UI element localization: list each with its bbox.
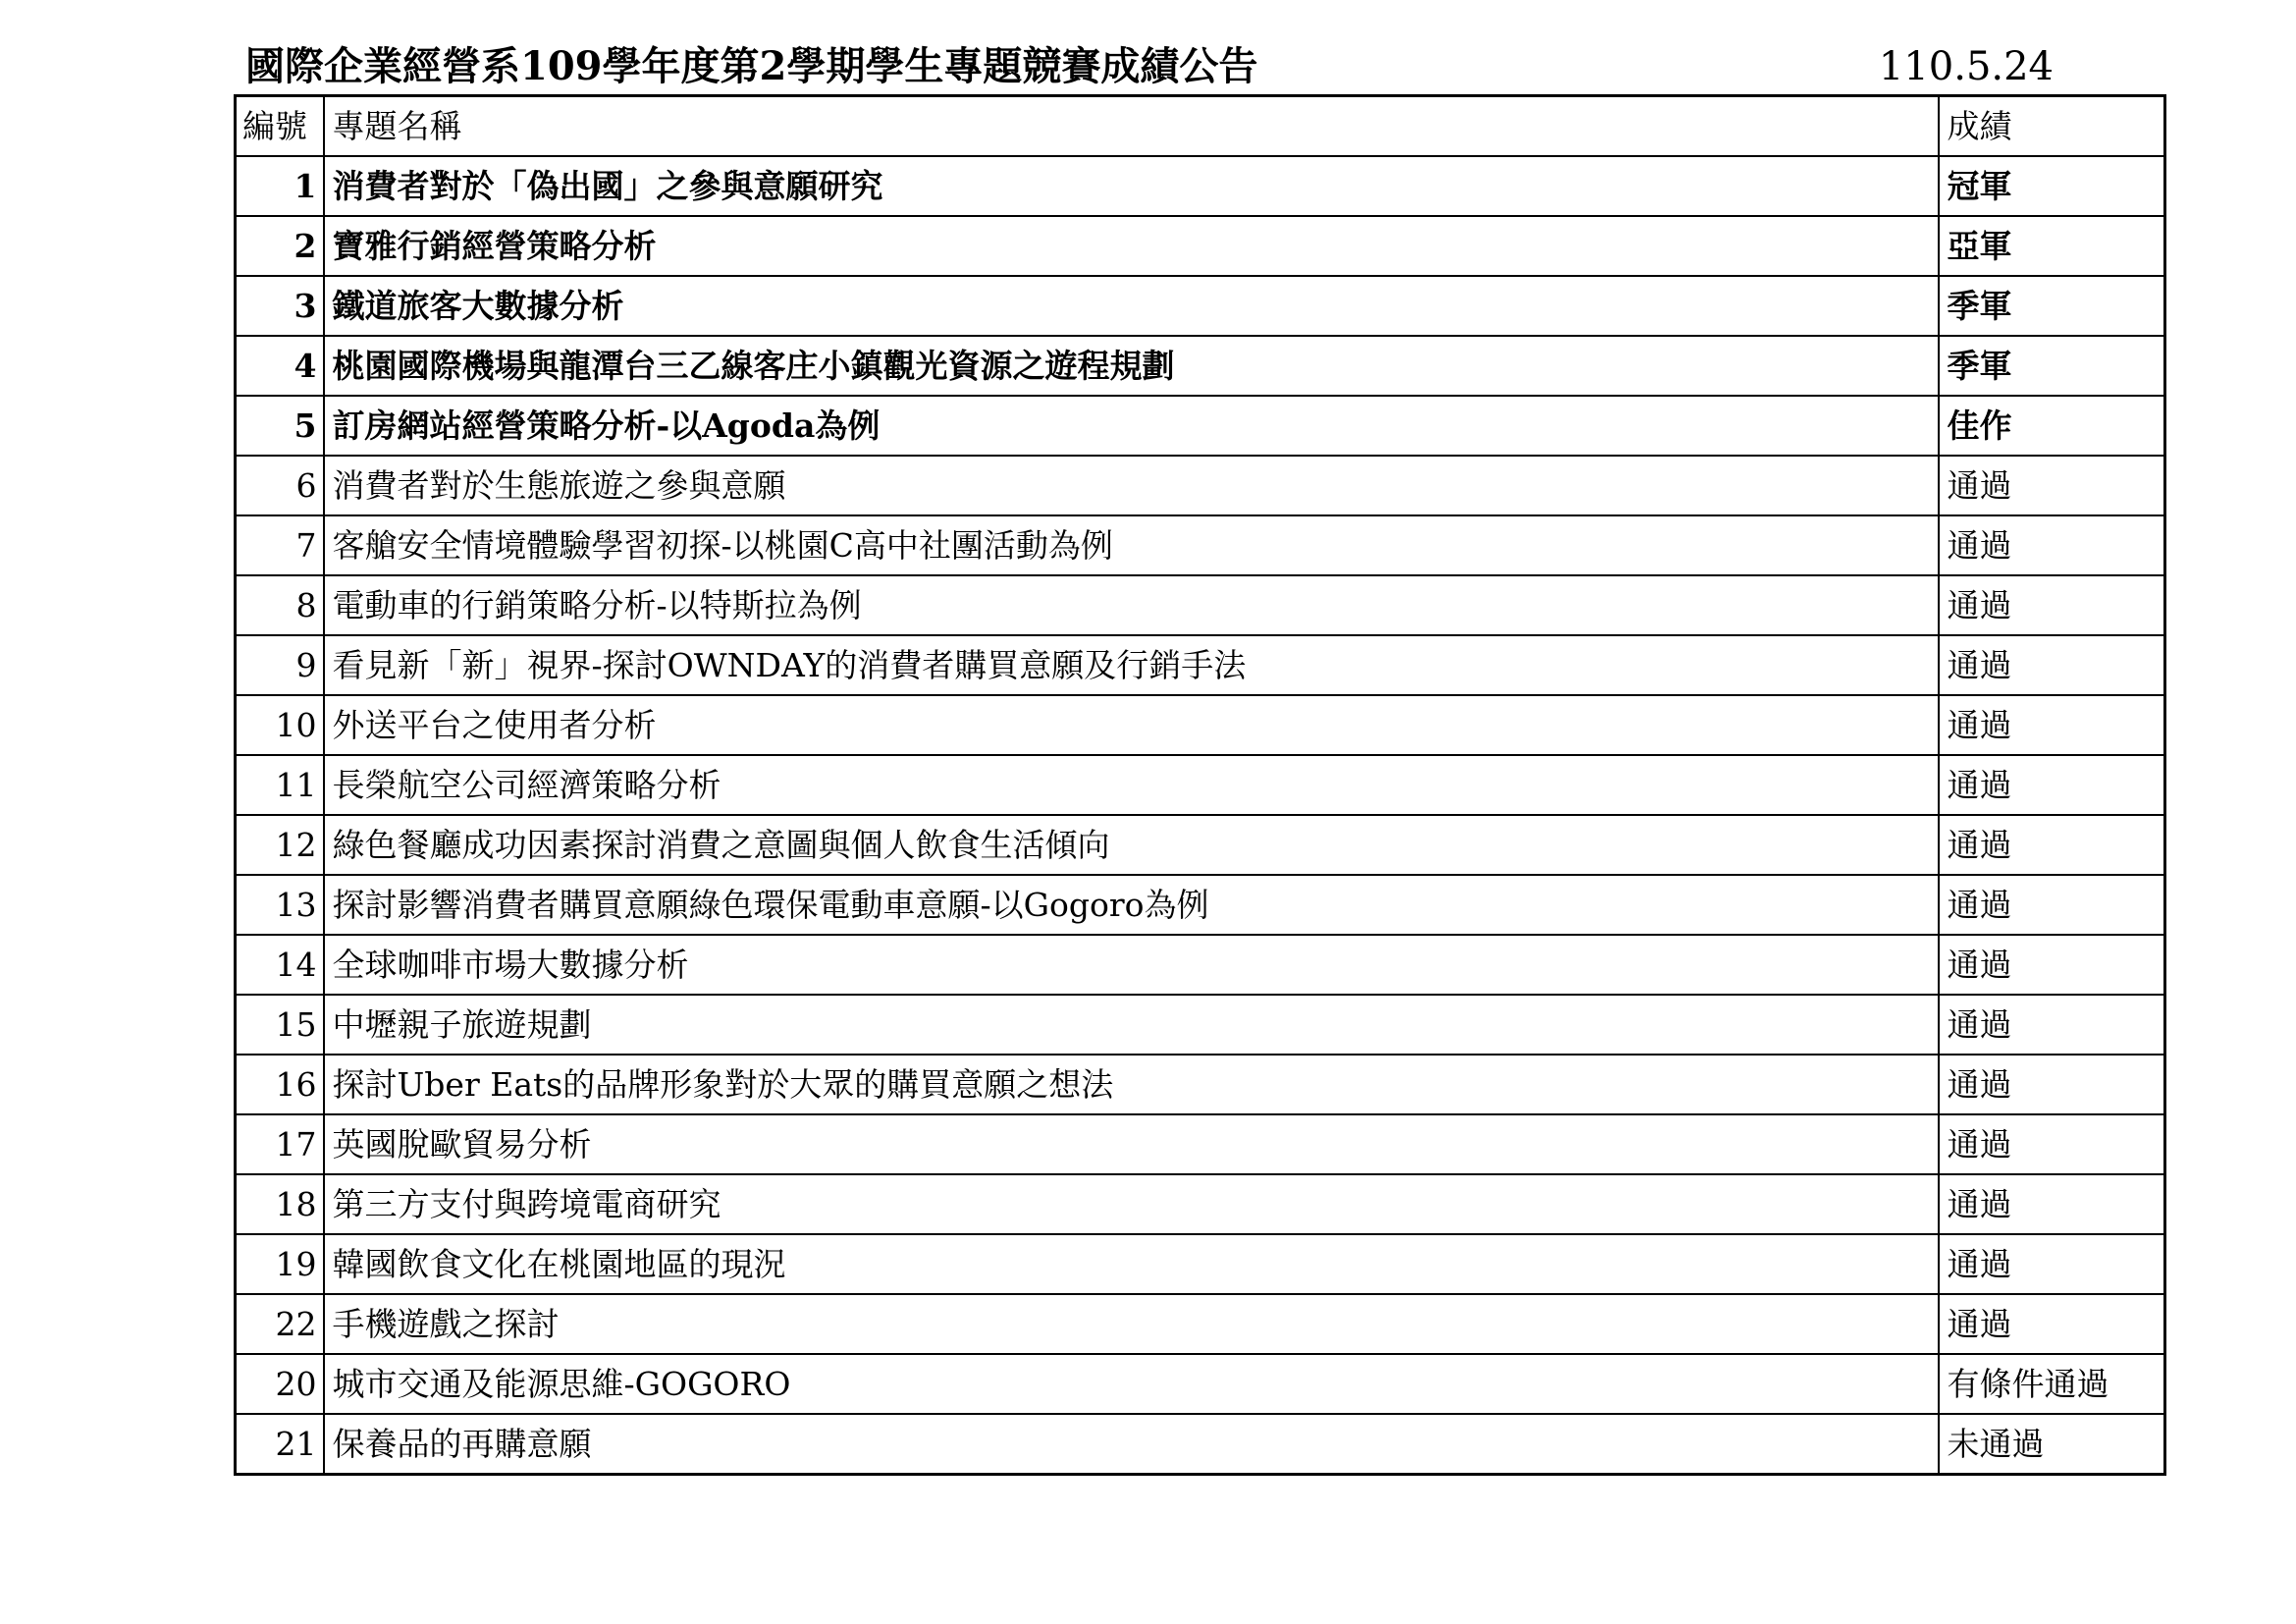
project-title-cell: 城市交通及能源思維-GOGORO bbox=[324, 1354, 1939, 1414]
project-title-cell: 消費者對於生態旅遊之參與意願 bbox=[324, 456, 1939, 515]
project-title-cell: 中壢親子旅遊規劃 bbox=[324, 995, 1939, 1055]
project-result-cell: 通過 bbox=[1939, 755, 2165, 815]
project-title-cell: 桃園國際機場與龍潭台三乙線客庄小鎮觀光資源之遊程規劃 bbox=[324, 336, 1939, 396]
project-number-cell: 1 bbox=[236, 156, 324, 216]
page-title: 國際企業經營系109學年度第2學期學生專題競賽成績公告 bbox=[245, 43, 1258, 89]
table-row bbox=[236, 815, 2165, 875]
project-number-cell: 6 bbox=[236, 456, 324, 515]
document-header bbox=[236, 39, 2054, 94]
project-title-cell: 看見新「新」視界-探討OWNDAY的消費者購買意願及行銷手法 bbox=[324, 635, 1939, 695]
project-result-cell: 冠軍 bbox=[1939, 156, 2165, 216]
project-result-cell: 通過 bbox=[1939, 1055, 2165, 1114]
project-result-cell: 亞軍 bbox=[1939, 216, 2165, 276]
project-result-cell: 季軍 bbox=[1939, 276, 2165, 336]
announcement-date: 110.5.24 bbox=[1878, 44, 2054, 89]
project-result-cell: 通過 bbox=[1939, 1234, 2165, 1294]
project-result-cell: 通過 bbox=[1939, 695, 2165, 755]
project-title-cell: 外送平台之使用者分析 bbox=[324, 695, 1939, 755]
table-row bbox=[236, 276, 2165, 336]
project-number-cell: 15 bbox=[236, 995, 324, 1055]
project-result-cell: 通過 bbox=[1939, 635, 2165, 695]
column-header-result: 成績 bbox=[1939, 96, 2165, 157]
table-row bbox=[236, 1354, 2165, 1414]
project-number-cell: 2 bbox=[236, 216, 324, 276]
project-number-cell: 17 bbox=[236, 1114, 324, 1174]
table-row bbox=[236, 1174, 2165, 1234]
project-number-cell: 11 bbox=[236, 755, 324, 815]
project-number-cell: 13 bbox=[236, 875, 324, 935]
project-title-cell: 英國脫歐貿易分析 bbox=[324, 1114, 1939, 1174]
project-number-cell: 22 bbox=[236, 1294, 324, 1354]
project-title-cell: 鐵道旅客大數據分析 bbox=[324, 276, 1939, 336]
project-number-cell: 7 bbox=[236, 515, 324, 575]
table-row bbox=[236, 1414, 2165, 1475]
project-number-cell: 3 bbox=[236, 276, 324, 336]
project-title-cell: 探討Uber Eats的品牌形象對於大眾的購買意願之想法 bbox=[324, 1055, 1939, 1114]
table-header-row bbox=[236, 96, 2165, 157]
project-result-cell: 通過 bbox=[1939, 815, 2165, 875]
table-row bbox=[236, 1234, 2165, 1294]
table-row bbox=[236, 755, 2165, 815]
table-row bbox=[236, 216, 2165, 276]
table-row bbox=[236, 336, 2165, 396]
table-row bbox=[236, 1114, 2165, 1174]
project-title-cell: 訂房網站經營策略分析-以Agoda為例 bbox=[324, 396, 1939, 456]
project-result-cell: 通過 bbox=[1939, 575, 2165, 635]
project-result-cell: 佳作 bbox=[1939, 396, 2165, 456]
column-header-title: 專題名稱 bbox=[324, 96, 1939, 157]
project-result-cell: 通過 bbox=[1939, 875, 2165, 935]
project-number-cell: 19 bbox=[236, 1234, 324, 1294]
project-result-cell: 通過 bbox=[1939, 1114, 2165, 1174]
table-row bbox=[236, 635, 2165, 695]
project-number-cell: 10 bbox=[236, 695, 324, 755]
project-number-cell: 14 bbox=[236, 935, 324, 995]
table-row bbox=[236, 396, 2165, 456]
project-number-cell: 12 bbox=[236, 815, 324, 875]
project-title-cell: 寶雅行銷經營策略分析 bbox=[324, 216, 1939, 276]
project-result-cell: 通過 bbox=[1939, 515, 2165, 575]
project-title-cell: 消費者對於「偽出國」之參與意願研究 bbox=[324, 156, 1939, 216]
project-title-cell: 綠色餐廳成功因素探討消費之意圖與個人飲食生活傾向 bbox=[324, 815, 1939, 875]
project-result-cell: 通過 bbox=[1939, 1174, 2165, 1234]
project-result-cell: 通過 bbox=[1939, 995, 2165, 1055]
table-row bbox=[236, 695, 2165, 755]
project-title-cell: 全球咖啡市場大數據分析 bbox=[324, 935, 1939, 995]
table-row bbox=[236, 935, 2165, 995]
project-title-cell: 長榮航空公司經濟策略分析 bbox=[324, 755, 1939, 815]
column-header-number: 編號 bbox=[236, 96, 324, 157]
project-number-cell: 9 bbox=[236, 635, 324, 695]
project-title-cell: 電動車的行銷策略分析-以特斯拉為例 bbox=[324, 575, 1939, 635]
project-number-cell: 4 bbox=[236, 336, 324, 396]
table-row bbox=[236, 456, 2165, 515]
table-row bbox=[236, 995, 2165, 1055]
results-table bbox=[234, 94, 2166, 1476]
project-title-cell: 韓國飲食文化在桃園地區的現況 bbox=[324, 1234, 1939, 1294]
table-row bbox=[236, 156, 2165, 216]
project-result-cell: 通過 bbox=[1939, 935, 2165, 995]
project-result-cell: 有條件通過 bbox=[1939, 1354, 2165, 1414]
table-row bbox=[236, 875, 2165, 935]
project-result-cell: 未通過 bbox=[1939, 1414, 2165, 1475]
project-title-cell: 保養品的再購意願 bbox=[324, 1414, 1939, 1475]
table-row bbox=[236, 1294, 2165, 1354]
project-number-cell: 5 bbox=[236, 396, 324, 456]
project-number-cell: 16 bbox=[236, 1055, 324, 1114]
project-number-cell: 8 bbox=[236, 575, 324, 635]
project-result-cell: 季軍 bbox=[1939, 336, 2165, 396]
project-result-cell: 通過 bbox=[1939, 456, 2165, 515]
project-title-cell: 第三方支付與跨境電商研究 bbox=[324, 1174, 1939, 1234]
project-title-cell: 探討影響消費者購買意願綠色環保電動車意願-以Gogoro為例 bbox=[324, 875, 1939, 935]
project-title-cell: 客艙安全情境體驗學習初探-以桃園C高中社團活動為例 bbox=[324, 515, 1939, 575]
table-row bbox=[236, 515, 2165, 575]
project-title-cell: 手機遊戲之探討 bbox=[324, 1294, 1939, 1354]
results-table-body bbox=[236, 156, 2165, 1475]
project-result-cell: 通過 bbox=[1939, 1294, 2165, 1354]
table-row bbox=[236, 1055, 2165, 1114]
project-number-cell: 20 bbox=[236, 1354, 324, 1414]
project-number-cell: 18 bbox=[236, 1174, 324, 1234]
project-number-cell: 21 bbox=[236, 1414, 324, 1475]
table-row bbox=[236, 575, 2165, 635]
